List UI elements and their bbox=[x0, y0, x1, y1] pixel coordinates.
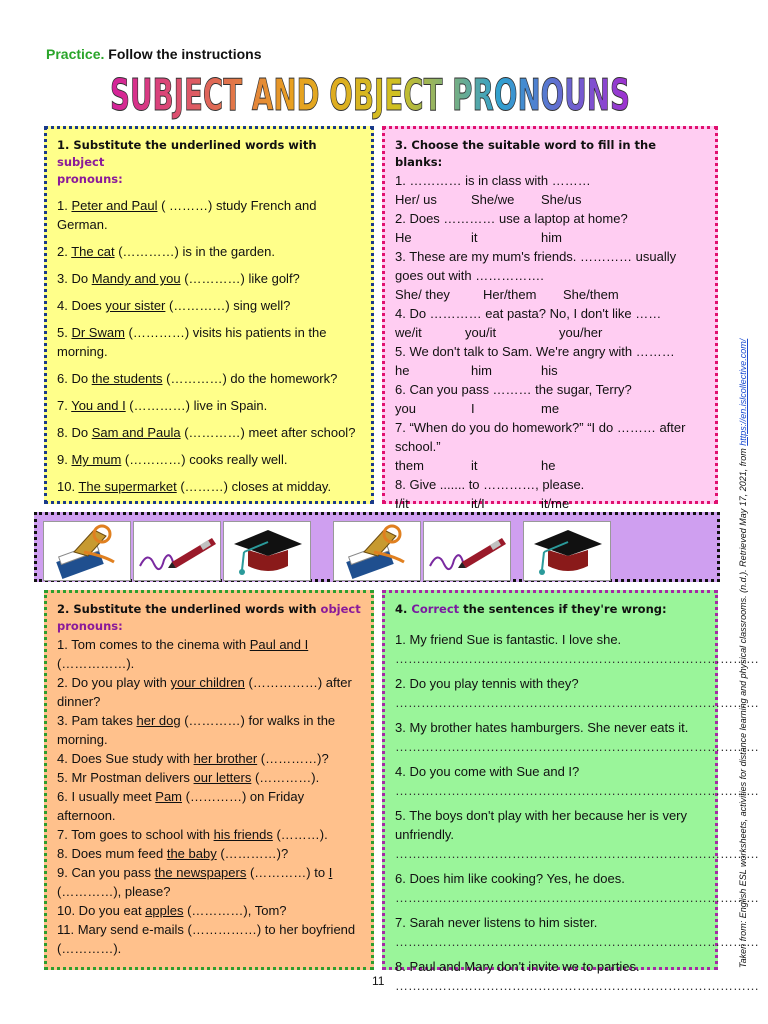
section4-heading bbox=[395, 601, 705, 618]
list-item bbox=[57, 242, 361, 261]
item-blank: (……………). bbox=[57, 656, 135, 671]
list-item bbox=[57, 450, 361, 469]
list-item bbox=[57, 844, 361, 863]
underlined-words: Dr Swam bbox=[71, 325, 125, 340]
answer-option: we/it bbox=[395, 325, 422, 340]
item-text: 5. bbox=[57, 325, 72, 340]
list-item bbox=[57, 423, 361, 442]
answer-option: he bbox=[541, 458, 556, 473]
list-item bbox=[57, 369, 361, 388]
item-text: 10. bbox=[57, 479, 79, 494]
answer-options bbox=[395, 190, 705, 209]
list-item bbox=[57, 635, 361, 673]
item-text: 6. Do bbox=[57, 371, 92, 386]
answer-option: I bbox=[471, 401, 475, 416]
question: 1. ………… is in class with ……… bbox=[395, 173, 591, 188]
answer-option: Her/them bbox=[483, 287, 537, 302]
item-text: 9. Can you pass bbox=[57, 865, 155, 880]
item-text: 1. Tom comes to the cinema with bbox=[57, 637, 250, 652]
subject-pronouns-exercise bbox=[44, 126, 374, 504]
item-blank: ( ………) study French and German. bbox=[57, 198, 317, 232]
sentence: 7. Sarah never listens to him sister. bbox=[395, 915, 598, 930]
underlined-words: her dog bbox=[136, 713, 181, 728]
item-blank: (…………) live in Spain. bbox=[125, 398, 268, 413]
underlined-words: the baby bbox=[166, 846, 217, 861]
pen-scribble-icon bbox=[423, 521, 511, 581]
underlined-words: Peter and Paul bbox=[71, 198, 158, 213]
binder-clip-icon bbox=[333, 521, 421, 581]
practice-instruction bbox=[46, 46, 262, 62]
underlined-words: her brother bbox=[193, 751, 258, 766]
list-item bbox=[57, 901, 361, 920]
item-blank: (…………) cooks really well. bbox=[121, 452, 288, 467]
question: 7. “When do you do homework?” “I do ……… after school.” bbox=[395, 420, 686, 454]
question: 6. Can you pass ……… the sugar, Terry? bbox=[395, 382, 632, 397]
answer-option: me bbox=[541, 401, 560, 416]
answer-option: She/them bbox=[563, 287, 619, 302]
sentence: 3. My brother hates hamburgers. She never eats it. bbox=[395, 720, 689, 735]
answer-option: She/we bbox=[471, 192, 515, 207]
item-blank: (…………) visits his patients in the morning. bbox=[57, 325, 327, 359]
answer-line[interactable]: ………………………………………………………………………… bbox=[395, 651, 759, 666]
answer-option: I/it bbox=[395, 496, 409, 511]
answer-options bbox=[395, 361, 705, 380]
answer-line[interactable]: ………………………………………………………………………… bbox=[395, 783, 759, 798]
item-blank: (………) closes at midday. bbox=[176, 479, 332, 494]
answer-option: him bbox=[541, 230, 562, 245]
underlined-words: Mandy and you bbox=[91, 271, 181, 286]
question: 5. We don't talk to Sam. We're angry with ……… bbox=[395, 344, 675, 359]
object-pronouns-exercise bbox=[44, 590, 374, 970]
list-item bbox=[57, 296, 361, 315]
page-number: 11 bbox=[372, 974, 385, 988]
underlined-words: Sam and Paula bbox=[91, 425, 181, 440]
answer-options bbox=[395, 323, 705, 342]
section4-heading-num: 4. bbox=[395, 602, 412, 616]
list-item bbox=[57, 787, 361, 825]
list-item bbox=[57, 768, 361, 787]
item-blank: (…………) meet after school? bbox=[180, 425, 356, 440]
answer-option: you/it bbox=[465, 325, 497, 340]
answer-options bbox=[395, 285, 705, 304]
source-attribution bbox=[738, 328, 748, 968]
answer-options bbox=[395, 494, 705, 513]
underlined-words: My mum bbox=[71, 452, 122, 467]
answer-line[interactable]: ………………………………………………………………………… bbox=[395, 934, 759, 949]
underlined-words: our letters bbox=[193, 770, 252, 785]
underlined-words: your sister bbox=[105, 298, 166, 313]
answer-option: them bbox=[395, 458, 424, 473]
item-blank: (…………)? bbox=[216, 846, 289, 861]
underlined-words: the students bbox=[91, 371, 163, 386]
answer-option: it bbox=[471, 458, 478, 473]
worksheet-title bbox=[100, 64, 640, 122]
section1-heading-suffix: pronouns: bbox=[57, 172, 123, 186]
answer-options bbox=[395, 456, 705, 475]
sentence: 5. The boys don't play with her because her is very unfriendly. bbox=[395, 808, 688, 842]
item-text: 4. Does Sue study with bbox=[57, 751, 194, 766]
answer-option: it bbox=[471, 230, 478, 245]
answer-line[interactable]: ………………………………………………………………………… bbox=[395, 978, 759, 993]
instruction-text: Follow the instructions bbox=[108, 46, 262, 62]
answer-option: She/ they bbox=[395, 287, 450, 302]
question: 4. Do ………… eat pasta? No, I don't like …… bbox=[395, 306, 662, 321]
underlined-words: his friends bbox=[213, 827, 273, 842]
list-item bbox=[57, 920, 361, 958]
underlined-words: I bbox=[328, 865, 333, 880]
item-text: 3. Do bbox=[57, 271, 92, 286]
section4-heading-rest: the sentences if they're wrong: bbox=[459, 602, 667, 616]
question: 8. Give ....... to …………, please. bbox=[395, 477, 585, 492]
section4-heading-keyword: Correct bbox=[411, 602, 460, 616]
answer-options bbox=[395, 399, 705, 418]
answer-option: Her/ us bbox=[395, 192, 437, 207]
answer-option: you/her bbox=[559, 325, 603, 340]
item-text: 7. Tom goes to school with bbox=[57, 827, 214, 842]
list-item bbox=[57, 825, 361, 844]
item-blank: (…………)? bbox=[257, 751, 329, 766]
list-item bbox=[57, 396, 361, 415]
answer-option: you bbox=[395, 401, 416, 416]
section3-heading-keyword: object bbox=[320, 602, 361, 616]
list-item bbox=[57, 749, 361, 768]
binder-clip-icon bbox=[43, 521, 131, 581]
title-text: SUBJECT AND OBJECT PRONOUNS bbox=[110, 70, 630, 121]
item-text: 9. bbox=[57, 452, 72, 467]
answer-options bbox=[395, 228, 705, 247]
item-text: 8. Do bbox=[57, 425, 92, 440]
underlined-words: Paul and I bbox=[249, 637, 309, 652]
item-blank: (…………) for walks in the morning. bbox=[57, 713, 336, 747]
section1-heading bbox=[57, 137, 361, 188]
sentence: 1. My friend Sue is fantastic. I love she. bbox=[395, 632, 622, 647]
answer-line[interactable]: ………………………………………………………………………… bbox=[395, 739, 759, 754]
sentence: 4. Do you come with Sue and I? bbox=[395, 764, 580, 779]
answer-option: it/I bbox=[471, 496, 485, 511]
item-blank: (…………) like golf? bbox=[180, 271, 300, 286]
list-item bbox=[57, 673, 361, 711]
underlined-words: the newspapers bbox=[154, 865, 247, 880]
item-blank: (………). bbox=[272, 827, 328, 842]
item-text: 4. Does bbox=[57, 298, 106, 313]
item-text: 11. Mary send e-mails (……………) to her boyfriend (…………). bbox=[57, 922, 356, 956]
section3-heading-suffix: pronouns: bbox=[57, 619, 123, 633]
source-link[interactable]: https://en.islcollective.com/ bbox=[738, 338, 748, 446]
underlined-words: The supermarket bbox=[78, 479, 177, 494]
section3-list bbox=[57, 635, 361, 958]
sentence: 2. Do you play tennis with they? bbox=[395, 676, 579, 691]
item-blank: (…………) is in the garden. bbox=[114, 244, 275, 259]
item-text: 10. Do you eat bbox=[57, 903, 146, 918]
underlined-words: apples bbox=[145, 903, 184, 918]
graduation-cap-icon bbox=[223, 521, 311, 581]
section2-heading: 3. Choose the suitable word to fill in the blanks: bbox=[395, 138, 657, 169]
question: 3. These are my mum's friends. ………… usually goes out with ……………. bbox=[395, 249, 677, 283]
answer-option: his bbox=[541, 363, 558, 378]
item-blank: (…………), Tom? bbox=[183, 903, 287, 918]
pen-scribble-icon bbox=[133, 521, 221, 581]
source-text: Taken from: English ESL worksheets, activities for distance learning and physical classrooms. (n.d.). Retrieved May 17, 2021, from bbox=[738, 445, 748, 968]
answer-option: He bbox=[395, 230, 412, 245]
list-item bbox=[57, 711, 361, 749]
item-text: 8. Does mum feed bbox=[57, 846, 167, 861]
item-text: 1. bbox=[57, 198, 72, 213]
section1-heading-prefix: 1. Substitute the underlined words with bbox=[57, 138, 317, 152]
underlined-words: The cat bbox=[71, 244, 115, 259]
item-text: 2. bbox=[57, 244, 72, 259]
list-item bbox=[57, 863, 361, 901]
answer-option: it/me bbox=[541, 496, 570, 511]
item-blank: (…………) to bbox=[246, 865, 329, 880]
section3-heading-prefix: 2. Substitute the underlined words with bbox=[57, 602, 321, 616]
item-blank: (…………), please? bbox=[57, 884, 171, 899]
item-text: 3. Pam takes bbox=[57, 713, 137, 728]
answer-line[interactable]: ………………………………………………………………………… bbox=[395, 890, 759, 905]
item-text: 5. Mr Postman delivers bbox=[57, 770, 194, 785]
sentence: 6. Does him like cooking? Yes, he does. bbox=[395, 871, 625, 886]
list-item bbox=[57, 269, 361, 288]
graduation-cap-icon bbox=[523, 521, 611, 581]
practice-label: Practice. bbox=[46, 46, 105, 62]
underlined-words: Pam bbox=[155, 789, 183, 804]
section1-list bbox=[57, 196, 361, 496]
fill-blanks-exercise bbox=[382, 126, 718, 511]
item-blank: (……………) after dinner? bbox=[57, 675, 352, 709]
item-text: 7. bbox=[57, 398, 72, 413]
decorative-banner bbox=[34, 512, 720, 582]
item-blank: (…………) sing well? bbox=[165, 298, 291, 313]
item-blank: (…………). bbox=[251, 770, 320, 785]
underlined-words: You and I bbox=[71, 398, 126, 413]
section1-heading-keyword: subject bbox=[57, 155, 105, 169]
list-item bbox=[57, 477, 361, 496]
answer-option: She/us bbox=[541, 192, 582, 207]
section3-heading bbox=[57, 601, 361, 635]
question: 2. Does ………… use a laptop at home? bbox=[395, 211, 628, 226]
item-text: 2. Do you play with bbox=[57, 675, 171, 690]
list-item bbox=[57, 196, 361, 234]
answer-line[interactable]: ………………………………………………………………………… bbox=[395, 846, 759, 861]
answer-option: him bbox=[471, 363, 492, 378]
item-blank: (…………) on Friday afternoon. bbox=[57, 789, 305, 823]
answer-option: he bbox=[395, 363, 410, 378]
item-blank: (…………) do the homework? bbox=[162, 371, 338, 386]
list-item bbox=[57, 323, 361, 361]
section2-list bbox=[395, 171, 705, 513]
sentence: 8. Paul and Mary don't invite we to parties. bbox=[395, 959, 640, 974]
item-text: 6. I usually meet bbox=[57, 789, 156, 804]
underlined-words: your children bbox=[170, 675, 245, 690]
answer-line[interactable]: ………………………………………………………………………… bbox=[395, 695, 759, 710]
